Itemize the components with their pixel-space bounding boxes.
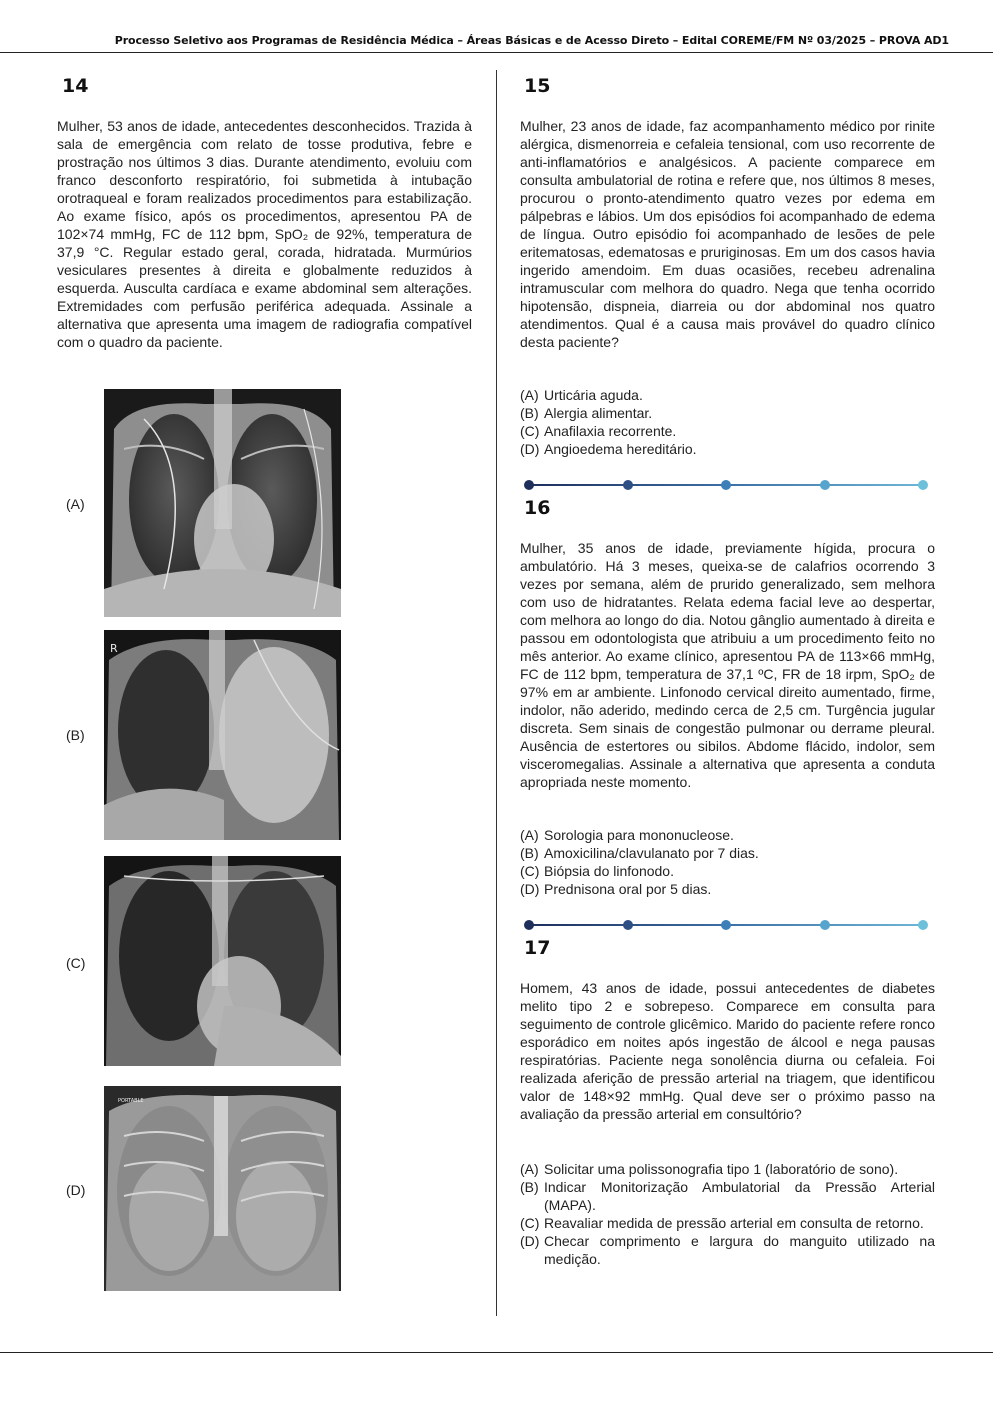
question-separator <box>529 480 923 490</box>
option-text: Urticária aguda. <box>544 387 643 403</box>
option-letter: (C) <box>520 1215 540 1231</box>
separator-dot <box>820 480 830 490</box>
question-14-number: 14 <box>62 75 89 97</box>
separator-dot <box>524 920 534 930</box>
option-text: Solicitar uma polissonografia tipo 1 (laboratório de sono). <box>544 1161 899 1177</box>
question-17-number: 17 <box>524 937 551 959</box>
option-text: Amoxicilina/clavulanato por 7 dias. <box>544 845 759 861</box>
option-letter: (D) <box>520 1233 540 1249</box>
separator-dot <box>721 920 731 930</box>
separator-dot <box>918 480 928 490</box>
column-divider <box>496 70 497 1316</box>
question-16-options <box>520 826 935 898</box>
question-15-stem: Mulher, 23 anos de idade, faz acompanhamento médico por rinite alérgica, dismenorreia e cefaleia tensional, com uso recorrente de anti-inflamatórios e analgésicos. A paciente comparece em consulta ambulatorial de rotina e refere que, nos últimos 8 meses, procurou o pronto-atendimento quatro vezes por edema em pálpebras e lábios. Um dos episódios foi acompanhado de edema de língua. Outro episódio foi acompanhado de lesões de pele eritematosas, edematosas e pruriginosas. Em um dos casos havia ingerido amendoim. Em duas ocasiões, recebeu adrenalina intramuscular com melhora do quadro. Nega que tenha ocorrido hipotensão, dispneia, diarreia ou dor abdominal nos quatro atendimentos. Qual é a causa mais provável do quadro clínico desta paciente? <box>520 118 935 350</box>
option-text: Prednisona oral por 5 dias. <box>544 881 712 897</box>
chest-xray-d-image[interactable] <box>104 1086 341 1291</box>
option-letter: (B) <box>520 845 539 861</box>
option-text: Reavaliar medida de pressão arterial em consulta de retorno. <box>544 1215 924 1231</box>
question-15-option-c[interactable] <box>520 422 935 440</box>
chest-xray-c-image[interactable] <box>104 856 341 1066</box>
option-letter: (C) <box>520 863 540 879</box>
chest-xray-b-image[interactable] <box>104 630 341 840</box>
header-divider <box>0 52 993 53</box>
page-header: Processo Seletivo aos Programas de Residência Médica – Áreas Básicas e de Acesso Direto – Edital COREME/FM Nº 03/2025 – PROVA AD1 <box>114 34 949 47</box>
xray-d-marker: PORTABLE <box>118 1098 144 1104</box>
option-text: Sorologia para mononucleose. <box>544 827 734 843</box>
xray-a-graphic <box>104 389 341 617</box>
option-a-label: (A) <box>66 496 85 512</box>
question-16-option-c[interactable] <box>520 862 935 880</box>
question-15-options <box>520 386 935 458</box>
question-17-stem: Homem, 43 anos de idade, possui antecedentes de diabetes melito tipo 2 e sobrepeso. Comparece em consulta para seguimento de controle glicêmico. Marido do paciente refere ronco esporádico em noites após ingestão de álcool e nega pausas respiratórias. Paciente nega sonolência diurna ou cefaleia. Foi realizada aferição de pressão arterial na triagem, que identificou valor de 148×92 mmHg. Qual deve ser o próximo passo na avaliação da pressão arterial em consultório? <box>520 980 935 1122</box>
xray-b-marker: R <box>110 642 118 655</box>
separator-dot <box>623 920 633 930</box>
xray-d-graphic <box>104 1086 341 1291</box>
separator-dot <box>918 920 928 930</box>
separator-dot <box>721 480 731 490</box>
xray-c-graphic <box>104 856 341 1066</box>
option-letter: (A) <box>520 1161 539 1177</box>
question-17-option-d[interactable] <box>520 1232 935 1268</box>
option-text: Angioedema hereditário. <box>544 441 697 457</box>
question-15-option-a[interactable] <box>520 386 935 404</box>
option-text: Anafilaxia recorrente. <box>544 423 677 439</box>
question-16-option-a[interactable] <box>520 826 935 844</box>
option-letter: (A) <box>520 827 539 843</box>
question-17-option-c[interactable] <box>520 1214 935 1232</box>
option-text: Indicar Monitorização Ambulatorial da Pressão Arterial (MAPA). <box>544 1179 935 1213</box>
option-letter: (B) <box>520 1179 539 1195</box>
option-letter: (D) <box>520 441 540 457</box>
option-letter: (C) <box>520 423 540 439</box>
option-text: Checar comprimento e largura do manguito utilizado na medição. <box>544 1233 935 1267</box>
option-c-label: (C) <box>66 955 86 971</box>
xray-b-graphic <box>104 630 341 840</box>
question-separator <box>529 920 923 930</box>
option-letter: (B) <box>520 405 539 421</box>
chest-xray-a-image[interactable] <box>104 389 341 617</box>
footer-divider <box>0 1352 993 1353</box>
question-17-option-a[interactable] <box>520 1160 935 1178</box>
option-b-label: (B) <box>66 727 85 743</box>
question-16-number: 16 <box>524 497 551 519</box>
option-text: Alergia alimentar. <box>544 405 653 421</box>
separator-dot <box>524 480 534 490</box>
question-16-option-b[interactable] <box>520 844 935 862</box>
question-17-options <box>520 1160 935 1268</box>
separator-dot <box>623 480 633 490</box>
option-letter: (D) <box>520 881 540 897</box>
question-15-option-b[interactable] <box>520 404 935 422</box>
option-d-label: (D) <box>66 1182 86 1198</box>
option-text: Biópsia do linfonodo. <box>544 863 674 879</box>
option-letter: (A) <box>520 387 539 403</box>
question-16-stem: Mulher, 35 anos de idade, previamente hígida, procura o ambulatório. Há 3 meses, queixa-se de calafrios ocorrendo 3 vezes por semana, além de prurido generalizado, sem melhora com uso de hidratantes. Relata edema facial leve ao despertar, com melhora ao longo do dia. Notou gânglio aumentado à direita e passou em odontologista que atribuiu a um procedimento feito no mês anterior. Ao exame clínico, apresentou PA de 113×66 mmHg, FC de 112 bpm, temperatura de 37,1 ºC, FR de 18 irpm, SpO₂ de 97% em ar ambiente. Linfonodo cervical direito aumentado, firme, indolor, não aderido, medindo cerca de 2,5 cm. Turgência jugular discreta. Sem sinais de congestão pulmonar ou derrame pleural. Ausência de estertores ou sibilos. Abdome flácido, indolor, sem visceromegalias. Assinale a alternativa que apresenta a conduta apropriada neste momento. <box>520 540 935 790</box>
question-15-number: 15 <box>524 75 551 97</box>
separator-dot <box>820 920 830 930</box>
question-16-option-d[interactable] <box>520 880 935 898</box>
question-15-option-d[interactable] <box>520 440 935 458</box>
question-17-option-b[interactable] <box>520 1178 935 1214</box>
question-14-stem: Mulher, 53 anos de idade, antecedentes desconhecidos. Trazida à sala de emergência com relato de tosse produtiva, febre e prostração nos últimos 3 dias. Durante atendimento, evoluiu com franco desconforto respiratório, foi submetida à intubação orotraqueal e foram realizados procedimentos para estabilização. Ao exame físico, após os procedimentos, apresentou PA de 102×74 mmHg, FC de 112 bpm, SpO₂ de 92%, temperatura de 37,9 °C. Regular estado geral, corada, hidratada. Murmúrios vesiculares presentes à direita e globalmente reduzidos à esquerda. Ausculta cardíaca e exame abdominal sem alterações. Extremidades com perfusão periférica adequada. Assinale a alternativa que apresenta uma imagem de radiografia compatível com o quadro da paciente. <box>57 118 472 350</box>
